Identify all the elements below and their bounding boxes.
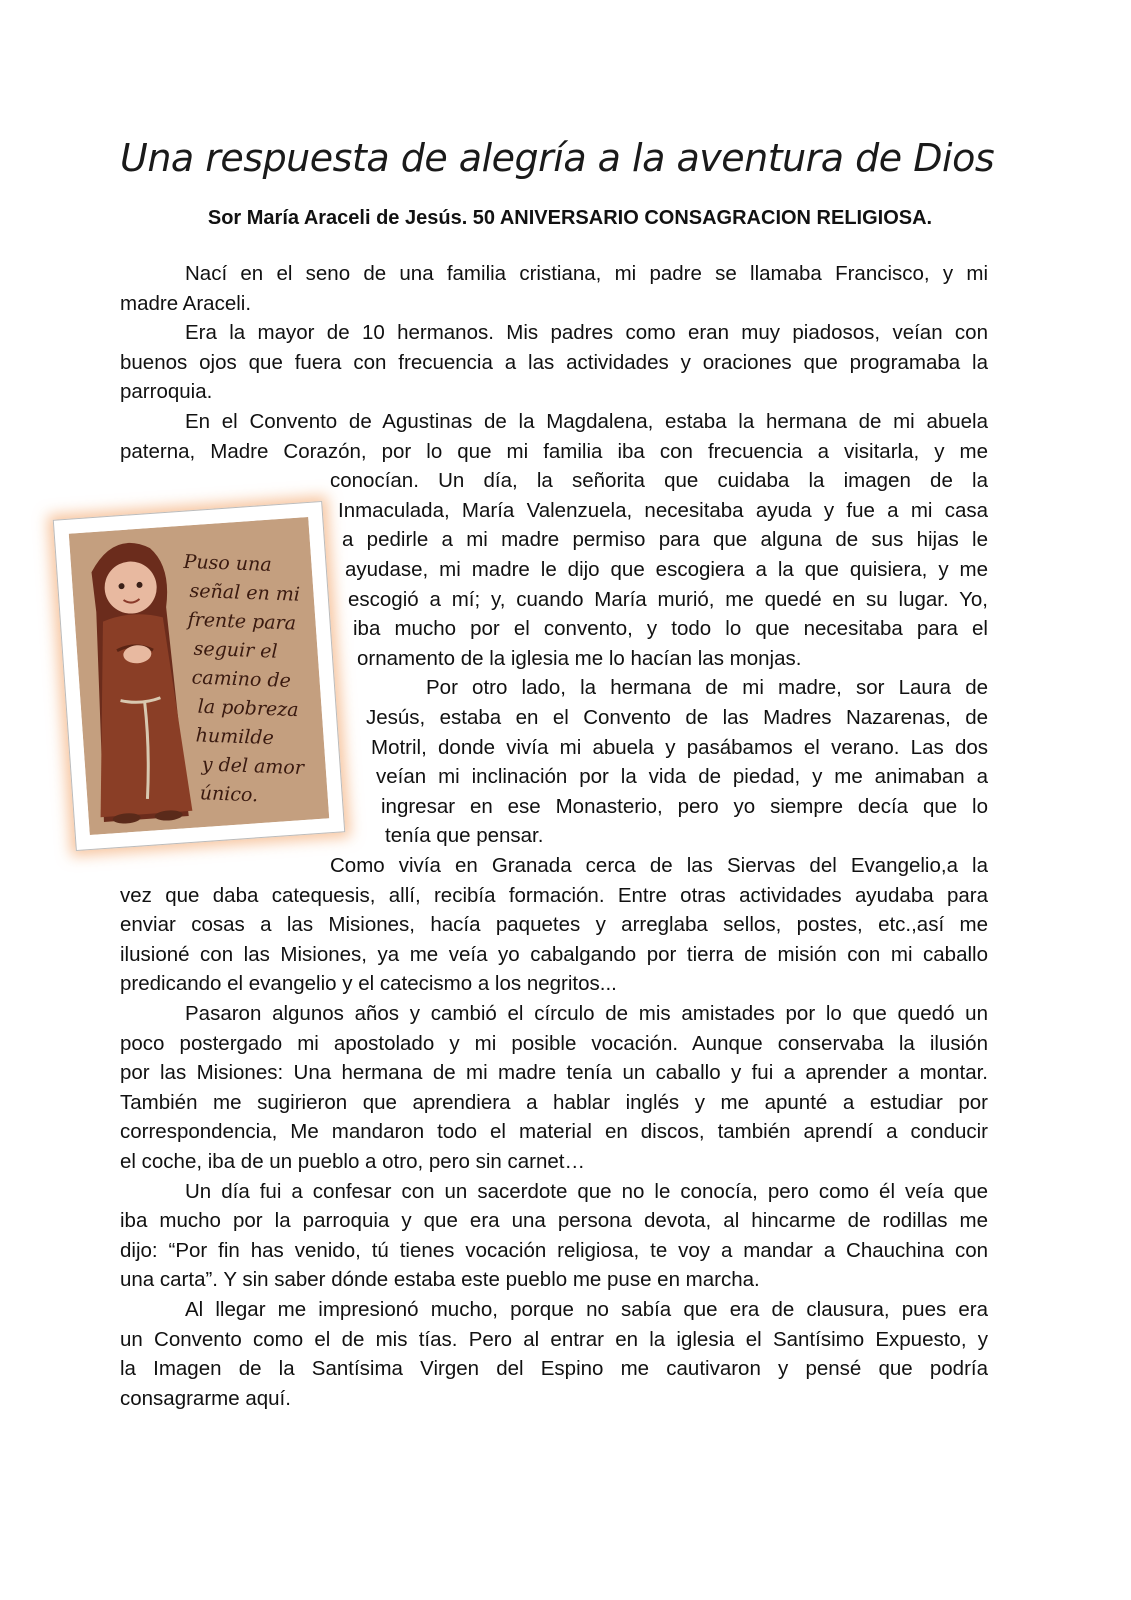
text-line: iba mucho por la parroquia y que era una persona devota, al hincarme de rodillas me [120, 1209, 988, 1232]
caption-line: seguir el [193, 637, 278, 663]
caption-line: frente para [187, 608, 297, 635]
caption-line: Puso una [183, 550, 273, 576]
text-line: por las Misiones: Una hermana de mi madre tenía un caballo y fui a aprender a montar. [120, 1061, 988, 1084]
text-line: Por otro lado, la hermana de mi madre, sor Laura de [426, 676, 988, 699]
text-line: Jesús, estaba en el Convento de las Madres Nazarenas, de [366, 706, 988, 729]
text-line: Como vivía en Granada cerca de las Siervas del Evangelio,a la [330, 854, 988, 877]
text-line: También me sugirieron que aprendiera a hablar inglés y me apunté a estudiar por [120, 1091, 988, 1114]
text-line: Un día fui a confesar con un sacerdote que no le conocía, pero como él veía que [185, 1180, 988, 1203]
text-line: ayudase, mi madre le dijo que escogiera a la que quisiera, y me [345, 558, 988, 581]
text-line: Pasaron algunos años y cambió el círculo de mis amistades por lo que quedó un [185, 1002, 988, 1025]
page-title: Una respuesta de alegría a la aventura de Dios [120, 136, 995, 180]
text-line: tenía que pensar. [385, 824, 544, 847]
text-line: parroquia. [120, 380, 213, 403]
text-line: consagrarme aquí. [120, 1387, 291, 1410]
page-subtitle: Sor María Araceli de Jesús. 50 ANIVERSARIO CONSAGRACION RELIGIOSA. [207, 207, 933, 229]
text-line: En el Convento de Agustinas de la Magdalena, estaba la hermana de mi abuela [185, 410, 988, 433]
text-line: a pedirle a mi madre permiso para que alguna de sus hijas le [342, 528, 988, 551]
text-line: ilusioné con las Misiones, ya me veía yo cabalgando por tierra de misión con mi caballo [120, 943, 988, 966]
text-line: Nací en el seno de una familia cristiana, mi padre se llamaba Francisco, y mi [185, 262, 988, 285]
text-line: conocían. Un día, la señorita que cuidaba la imagen de la [330, 469, 988, 492]
text-line: escogió a mí; y, cuando María murió, me quedé en su lugar. Yo, [348, 588, 988, 611]
text-line: la Imagen de la Santísima Virgen del Espino me cautivaron y pensé que podría [120, 1357, 988, 1380]
text-line: buenos ojos que fuera con frecuencia a las actividades y oraciones que programaba la [120, 351, 988, 374]
text-line: correspondencia, Me mandaron todo el material en discos, también aprendí a conducir [120, 1120, 988, 1143]
text-line: Motril, donde vivía mi abuela y pasábamos el verano. Las dos [371, 736, 988, 759]
text-line: poco postergado mi apostolado y mi posible vocación. Aunque conservaba la ilusión [120, 1032, 988, 1055]
text-line: un Convento como el de mis tías. Pero al entrar en la iglesia el Santísimo Expuesto, y [120, 1328, 988, 1351]
text-line: paterna, Madre Corazón, por lo que mi familia iba con frecuencia a visitarla, y me [120, 440, 988, 463]
text-line: dijo: “Por fin has venido, tú tienes vocación religiosa, te voy a mandar a Chauchina con [120, 1239, 988, 1262]
caption-line: la pobreza [197, 695, 299, 722]
text-line: ornamento de la iglesia me lo hacían las monjas. [357, 647, 802, 670]
text-line: Inmaculada, María Valenzuela, necesitaba ayuda y fue a mi casa [338, 499, 988, 522]
caption-line: humilde [195, 724, 275, 750]
nun-drawing [69, 517, 329, 835]
text-line: el coche, iba de un pueblo a otro, pero sin carnet… [120, 1150, 585, 1173]
nun-illustration [53, 501, 346, 851]
text-line: Era la mayor de 10 hermanos. Mis padres como eran muy piadosos, veían con [185, 321, 988, 344]
text-line: Al llegar me impresionó mucho, porque no sabía que era de clausura, pues era [185, 1298, 988, 1321]
caption-line: señal en mi [189, 579, 301, 606]
caption-line: y del amor [201, 753, 305, 780]
text-line: madre Araceli. [120, 292, 252, 315]
text-line: veían mi inclinación por la vida de piedad, y me animaban a [376, 765, 988, 788]
text-line: predicando el evangelio y el catecismo a los negritos... [120, 972, 617, 995]
caption-line: camino de [191, 666, 292, 692]
text-line: enviar cosas a las Misiones, hacía paquetes y arreglaba sellos, postes, etc.,así me [120, 913, 988, 936]
text-line: iba mucho por el convento, y todo lo que necesitaba para el [353, 617, 988, 640]
text-line: una carta”. Y sin saber dónde estaba este pueblo me puse en marcha. [120, 1268, 760, 1291]
caption-line: único. [199, 782, 259, 807]
text-line: ingresar en ese Monasterio, pero yo siempre decía que lo [381, 795, 988, 818]
text-line: vez que daba catequesis, allí, recibía formación. Entre otras actividades ayudaba para [120, 884, 988, 907]
